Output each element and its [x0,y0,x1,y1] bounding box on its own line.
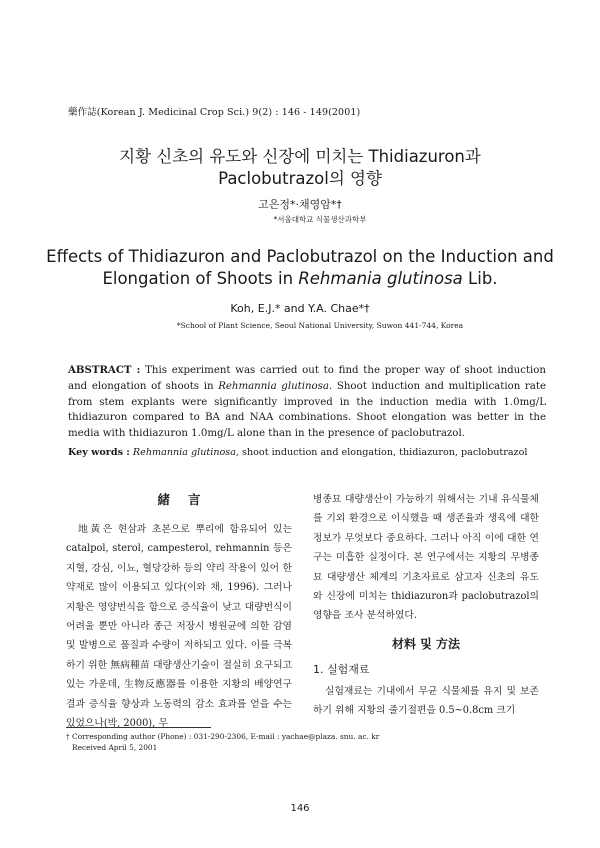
page-number: 146 [290,803,310,814]
journal-citation: 藥作誌(Korean J. Medicinal Crop Sci.) 9(2) : 146 - 149(2001) [68,107,361,118]
keywords-species: Rehmannia glutinosa, [132,447,239,458]
english-title-line-2 [0,268,600,290]
methods-subheading: 1. 실험재료 [313,662,370,676]
abstract-label: ABSTRACT : [68,364,141,376]
keywords-label: Key words : [68,447,130,458]
intro-paragraph: 地黃은 현삼과 초본으로 뿌리에 함유되어 있는 catalpol, sterol, campesterol, rehmannin 등은 지혈, 강심, 이뇨, 혈당강하 등의 약리 작용이 있어 한약재로 많이 이용되고 있다(이와 채, 1996). 그러나 지황은 영양번식을 함으로 증식율이 낮고 대량번식이 어려울 뿐만 아니라 종근 저장시 병원균에 의한 감염 및 발병으로 품질과 수량이 저하되고 있다. 이를 극복하기 위한 無病種苗 대량생산기술이 절실히 요구되고 있는 가운데, 生物反應器를 이용한 지황의 배양연구 결과 증식율 향상과 노동력의 감소 효과를 얻을 수는 있었으나(박, 2000), 무 [66,524,292,730]
footnote [66,731,379,753]
left-column [66,490,292,733]
english-title-species: Rehmania glutinosa [298,269,463,288]
abstract-species: Rehmannia glutinosa. [218,380,333,392]
abstract-text-before: This experiment was carried out to find the proper way of shoot induction and elongation of shoots in [68,365,546,392]
footnote-corresponding-author: † Corresponding author (Phone) : 031-290-2306, E-mail : yachae@plaza. snu. ac. kr [66,732,380,741]
methods-paragraph: 실험재료는 기내에서 무균 식물체를 유지 및 보존하기 위해 지황의 줄기절편을 0.5~0.8cm 크기 [313,685,539,717]
intro-heading: 緒言 [157,492,219,507]
korean-title [0,146,600,190]
keywords [68,446,546,460]
korean-authors: 고은정*·채영암*† [258,198,342,211]
english-title-suffix: Lib. [462,269,498,288]
keywords-list: shoot induction and elongation, thidiazuron, paclobutrazol [238,447,528,458]
korean-title-line-2: Paclobutrazol의 영향 [218,169,382,188]
english-authors: Koh, E.J.* and Y.A. Chae*† [230,302,370,315]
english-title-line-1: Effects of Thidiazuron and Paclobutrazol on the Induction and [46,247,554,266]
abstract [68,363,546,442]
methods-heading: 材料 및 方法 [392,636,460,651]
footnote-divider [66,727,211,728]
abstract-text-after: Shoot induction and multiplication rate from stem explants were significantly improved in the induction media with 1.0mg/L thidiazuron compared to BA and NAA combinations. Shoot elongation was better in the media with thidiazuron 1.0mg/L alone than in the presence of paclobutrazol. [68,380,547,440]
korean-title-line-1: 지황 신초의 유도와 신장에 미치는 Thidiazuron과 [119,147,481,166]
english-title-prefix: Elongation of Shoots in [102,269,299,288]
right-column [313,490,539,721]
korean-affiliation: *서울대학교 식물생산과학부 [273,215,367,224]
english-title [0,246,600,290]
intro-paragraph-continued: 병종묘 대량생산이 가능하기 위해서는 기내 유식물체를 기외 환경으로 이식했을 때 생존율과 생육에 대한 정보가 무엇보다 중요하다. 그러나 아직 이에 대한 연구는 미흡한 실정이다. 본 연구에서는 지황의 무병종묘 대량생산 체계의 기초자료로 삼고자 신초의 유도와 신장에 미치는 thidiazuron과 paclobutrazol의 영향을 조사 분석하였다. [313,494,539,622]
footnote-received-date: Received April 5, 2001 [72,743,158,752]
english-affiliation: *School of Plant Science, Seoul National University, Suwon 441-744, Korea [176,321,464,330]
